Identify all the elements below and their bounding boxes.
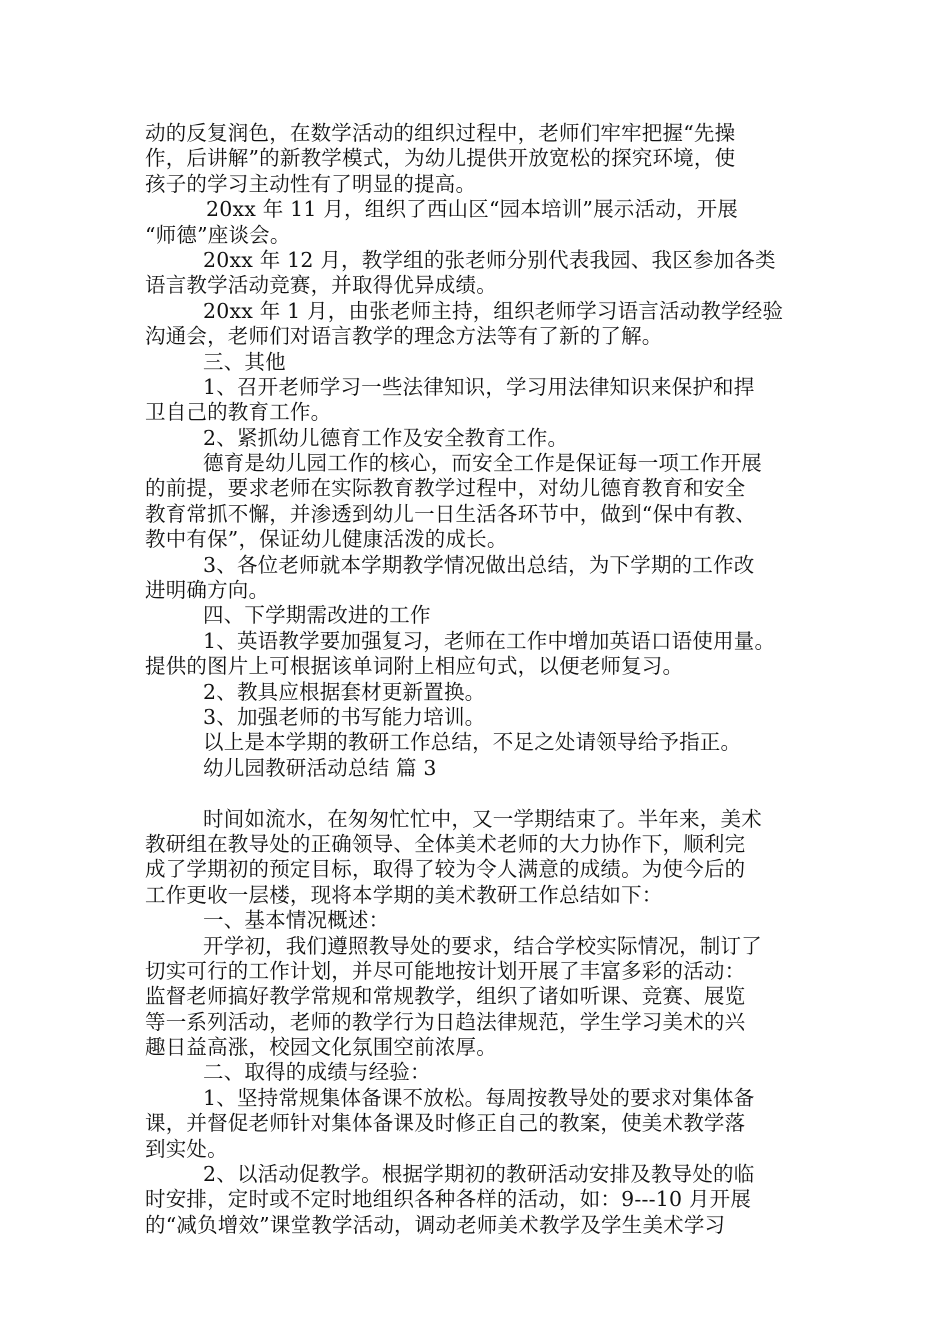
text-line: 2、紧抓幼儿德育工作及安全教育工作。 xyxy=(203,425,569,450)
text-line: 工作更收一层楼，现将本学期的美术教研工作总结如下： xyxy=(145,882,663,907)
text-line: 20xx 年 1 月，由张老师主持，组织老师学习语言活动教学经验 xyxy=(203,298,784,323)
text-line: 课，并督促老师针对集体备课及时修正自己的教案，使美术教学落 xyxy=(145,1111,746,1136)
text-line: 的前提，要求老师在实际教育教学过程中，对幼儿德育教育和安全 xyxy=(145,476,746,501)
blank-line xyxy=(145,781,817,806)
text-line: 切实可行的工作计划，并尽可能地按计划开展了丰富多彩的活动： xyxy=(145,958,746,983)
text-line: 2、以活动促教学。根据学期初的教研活动安排及教导处的临 xyxy=(203,1162,755,1187)
text-line: 动的反复润色，在数学活动的组织过程中，老师们牢牢把握“先操 xyxy=(145,121,736,145)
text-line: 3、加强老师的书写能力培训。 xyxy=(203,704,486,729)
text-line: 2、教具应根据套材更新置换。 xyxy=(203,679,486,704)
text-line: 德育是幼儿园工作的核心，而安全工作是保证每一项工作开展 xyxy=(203,451,762,476)
text-line: 二、取得的成绩与经验： xyxy=(203,1060,431,1085)
text-line: 幼儿园教研活动总结 篇 3 xyxy=(203,755,437,780)
text-line: 20xx 年 11 月，组织了西山区“园本培训”展示活动，开展 xyxy=(206,197,739,222)
text-line: 一、基本情况概述： xyxy=(203,908,390,933)
text-line: 时安排，定时或不定时地组织各种各样的活动，如：9---10 月开展 xyxy=(145,1187,752,1212)
text-line: 成了学期初的预定目标，取得了较为令人满意的成绩。为使今后的 xyxy=(145,857,746,882)
text-line: 三、其他 xyxy=(203,349,286,374)
text-line: 卫自己的教育工作。 xyxy=(145,400,332,425)
text-line: 语言教学活动竞赛，并取得优异成绩。 xyxy=(145,273,497,298)
text-line: 进明确方向。 xyxy=(145,578,270,603)
text-line: 的“减负增效”课堂教学活动，调动老师美术教学及学生美术学习 xyxy=(145,1212,726,1237)
text-line: 20xx 年 12 月，教学组的张老师分别代表我园、我区参加各类 xyxy=(203,247,776,272)
text-line: 趣日益高涨，校园文化氛围空前浓厚。 xyxy=(145,1035,497,1060)
text-line: 作，后讲解”的新教学模式，为幼儿提供开放宽松的探究环境，使 xyxy=(145,146,736,171)
text-line: 开学初，我们遵照教导处的要求，结合学校实际情况，制订了 xyxy=(203,933,762,958)
text-line: 以上是本学期的教研工作总结，不足之处请领导给予指正。 xyxy=(203,730,742,755)
text-line: 教研组在教导处的正确领导、全体美术老师的大力协作下，顺利完 xyxy=(145,831,746,856)
text-line: 1、召开老师学习一些法律知识，学习用法律知识来保护和捍 xyxy=(203,374,755,399)
text-line: 等一系列活动，老师的教学行为日趋法律规范，学生学习美术的兴 xyxy=(145,1009,746,1034)
text-line: 1、英语教学要加强复习，老师在工作中增加英语口语使用量。 xyxy=(203,628,776,653)
text-line: 提供的图片上可根据该单词附上相应句式，以便老师复习。 xyxy=(145,654,684,679)
document-body xyxy=(145,121,817,1238)
text-line: 到实处。 xyxy=(145,1136,228,1161)
text-line: 教育常抓不懈，并渗透到幼儿一日生活各环节中，做到“保中有教、 xyxy=(145,501,756,526)
text-line: 时间如流水，在匆匆忙忙中，又一学期结束了。半年来，美术 xyxy=(203,806,762,831)
text-line: 监督老师搞好教学常规和常规教学，组织了诸如听课、竞赛、展览 xyxy=(145,984,746,1009)
text-line: “师德”座谈会。 xyxy=(145,222,291,247)
text-line: 3、各位老师就本学期教学情况做出总结，为下学期的工作改 xyxy=(203,552,755,577)
text-line: 孩子的学习主动性有了明显的提高。 xyxy=(145,171,477,196)
text-line: 沟通会，老师们对语言教学的理念方法等有了新的了解。 xyxy=(145,324,663,349)
text-line: 1、坚持常规集体备课不放松。每周按教导处的要求对集体备 xyxy=(203,1085,755,1110)
text-line: 四、下学期需改进的工作 xyxy=(203,603,431,628)
text-line: 教中有保”，保证幼儿健康活泼的成长。 xyxy=(145,527,508,552)
